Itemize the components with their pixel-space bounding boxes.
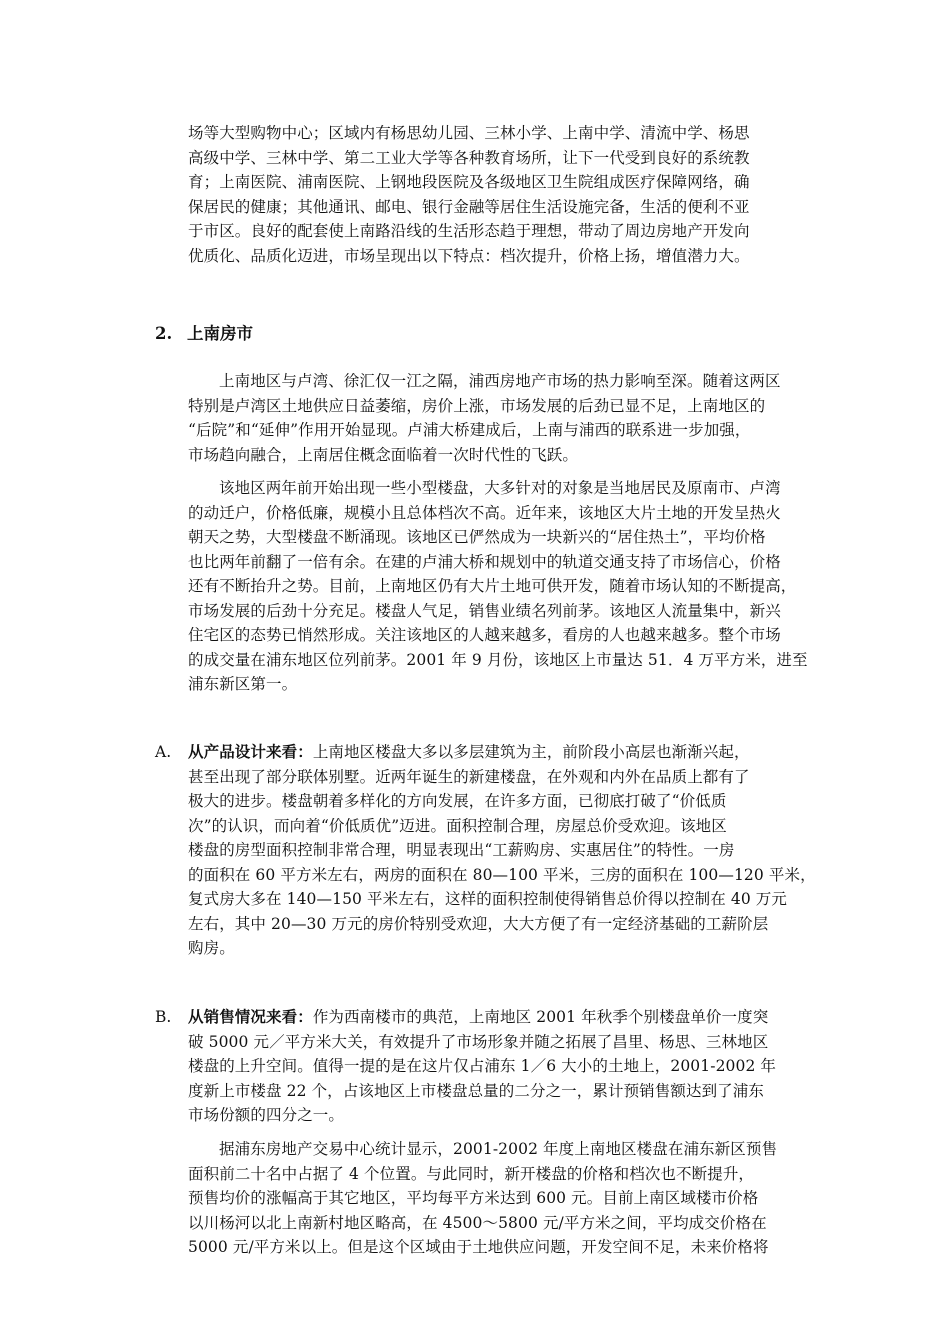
paragraph-line: 次”的认识，而向着“价低质优”迈进。面积控制合理，房屋总价受欢迎。该地区 [188,816,727,835]
paragraph-line: 楼盘的上升空间。值得一提的是在这片仅占浦东 1／6 大小的土地上，2001-2002 年 [188,1057,777,1075]
section-title: 上南房市 [187,324,253,343]
paragraph-line: 也比两年前翻了一倍有余。在建的卢浦大桥和规划中的轨道交通支持了市场信心，价格 [188,552,781,571]
paragraph-line: 甚至出现了部分联体别墅。近两年诞生的新建楼盘，在外观和内外在品质上都有了 [188,767,750,786]
paragraph-line: 以川杨河以北上南新村地区略高，在 4500～5800 元/平方米之间，平均成交价格在 [188,1213,767,1232]
item-a-marker: A. [155,743,172,761]
paragraph-line: 浦东新区第一。 [188,675,298,693]
item-b-first-line [188,1005,838,1030]
paragraph-line: 复式房大多在 140—150 平米左右，这样的面积控制使得销售总价得以控制在 40 万元 [188,890,788,908]
item-a-first-line [188,740,838,765]
paragraph-line: 上南地区与卢湾、徐汇仅一江之隔，浦西房地产市场的热力影响至深。随着这两区 [219,372,781,390]
paragraph-line: 市场趋向融合，上南居住概念面临着一次时代性的飞跃。 [188,445,579,464]
intro-line: 场等大型购物中心；区域内有杨思幼儿园、三林小学、上南中学、清流中学、杨思 [188,124,750,142]
section-paragraph-1 [188,369,838,467]
paragraph-line: 朝天之势，大型楼盘不断涌现。该地区已俨然成为一块新兴的“居住热土”，平均价格 [188,528,766,546]
paragraph-line: 的面积在 60 平方米左右，两房的面积在 80—100 平米，三房的面积在 100—120 平米， [188,865,816,884]
paragraph-line: 市场发展的后劲十分充足。楼盘人气足，销售业绩名列前茅。该地区人流量集中，新兴 [188,601,781,620]
item-a-first-line-text: 上南地区楼盘大多以多层建筑为主，前阶段小高层也渐渐兴起， [312,743,750,761]
paragraph-line: 楼盘的房型面积控制非常合理，明显表现出“工薪购房、实惠居住”的特性。一房 [188,841,735,859]
paragraph-line: 还有不断抬升之势。目前，上南地区仍有大片土地可供开发，随着市场认知的不断提高， [188,577,797,595]
paragraph-line: 据浦东房地产交易中心统计显示，2001-2002 年度上南地区楼盘在浦东新区预售 [219,1140,778,1158]
paragraph-line: 购房。 [188,939,235,957]
paragraph-line: 的动迁户，价格低廉，规模小且总体档次不高。近年来，该地区大片土地的开发呈热火 [188,503,781,522]
paragraph-line: 的成交量在浦东地区位列前茅。2001 年 9 月份，该地区上市量达 51．4 万平方米，进至 [188,650,808,669]
item-b-lead: 从销售情况来看： [188,1008,313,1026]
section-paragraph-2 [188,476,838,697]
paragraph-line: 5000 元/平方米以上。但是这个区域由于土地供应问题，开发空间不足，未来价格将 [188,1238,769,1256]
item-b-marker: B. [155,1008,172,1026]
paragraph-line: 面积前二十名中占据了 4 个位置。与此同时，新开楼盘的价格和档次也不断提升， [188,1164,755,1183]
intro-line: 优质化、品质化迈进，市场呈现出以下特点：档次提升，价格上扬，增值潜力大。 [188,246,750,265]
paragraph-line: 度新上市楼盘 22 个，占该地区上市楼盘总量的二分之一，累计预销售额达到了浦东 [188,1081,764,1100]
paragraph-line: “后院”和“延伸”作用开始显现。卢浦大桥建成后，上南与浦西的联系进一步加强， [188,421,751,439]
section-heading [155,322,253,346]
intro-line: 保居民的健康；其他通讯、邮电、银行金融等居住生活设施完备，生活的便利不亚 [188,197,750,216]
intro-line: 高级中学、三林中学、第二工业大学等各种教育场所，让下一代受到良好的系统教 [188,148,750,167]
paragraph-line: 该地区两年前开始出现一些小型楼盘，大多针对的对象是当地居民及原南市、卢湾 [219,479,781,497]
item-a-lead: 从产品设计来看： [188,743,313,761]
paragraph-line: 极大的进步。楼盘朝着多样化的方向发展，在许多方面，已彻底打破了“价低质 [188,792,727,810]
paragraph-line: 预售均价的涨幅高于其它地区，平均每平方米达到 600 元。目前上南区域楼市价格 [188,1189,759,1207]
item-a-paragraph [188,740,838,961]
intro-line: 于市区。良好的配套使上南路沿线的生活形态趋于理想，带动了周边房地产开发向 [188,222,750,240]
paragraph-line: 左右，其中 20—30 万元的房价特别受欢迎，大大方便了有一定经济基础的工薪阶层 [188,914,769,933]
paragraph-line: 市场份额的四分之一。 [188,1106,345,1124]
section-number: 2. [155,324,173,343]
item-b-first-line-text: 作为西南楼市的典范，上南地区 2001 年秋季个别楼盘单价一度突 [312,1008,769,1026]
item-b-paragraph-2 [188,1137,838,1260]
paragraph-line: 住宅区的态势已悄然形成。关注该地区的人越来越多，看房的人也越来越多。整个市场 [188,626,781,644]
item-b-paragraph [188,1005,838,1128]
intro-paragraph [188,121,838,268]
intro-line: 育；上南医院、浦南医院、上钢地段医院及各级地区卫生院组成医疗保障网络，确 [188,173,750,191]
paragraph-line: 破 5000 元／平方米大关，有效提升了市场形象并随之拓展了昌里、杨思、三林地区 [188,1032,769,1051]
paragraph-line: 特别是卢湾区土地供应日益萎缩，房价上涨，市场发展的后劲已显不足，上南地区的 [188,396,766,415]
